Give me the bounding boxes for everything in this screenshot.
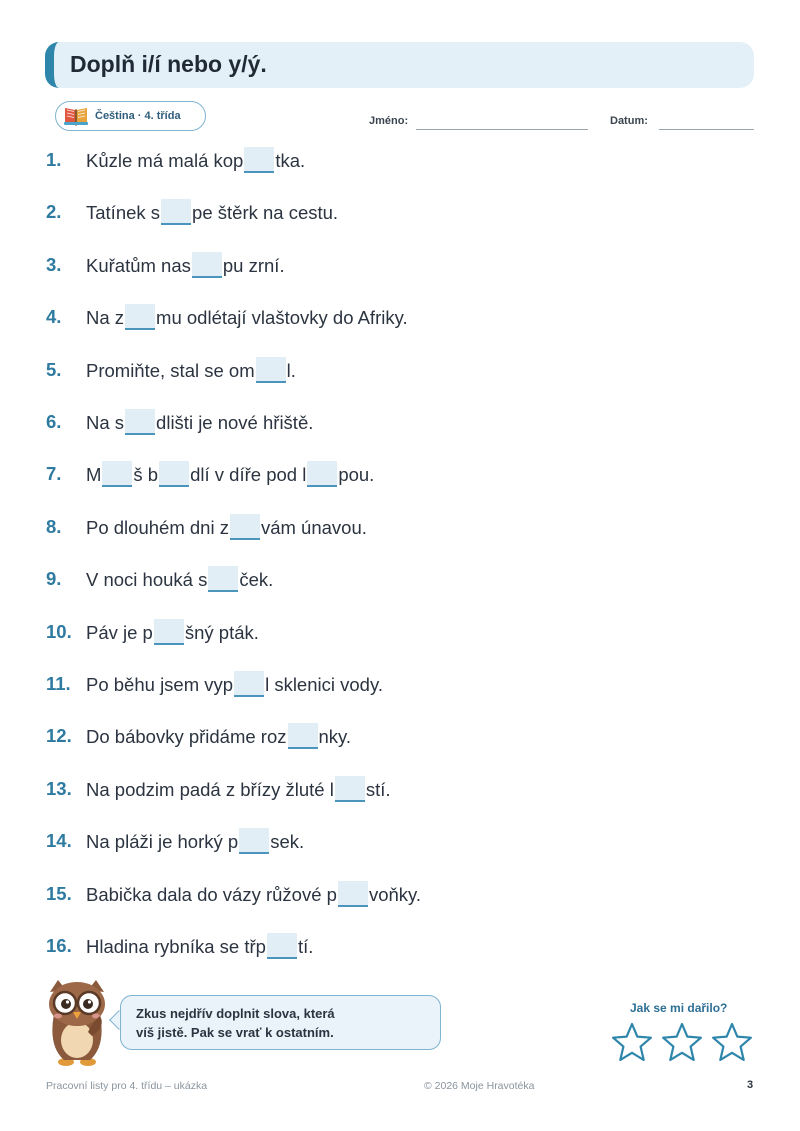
exercise-number: 2. (46, 201, 62, 223)
exercise-item (46, 355, 296, 385)
exercise-sentence (86, 828, 304, 854)
exercise-item (46, 407, 313, 437)
exercise-item (46, 145, 305, 175)
answer-blank[interactable] (307, 461, 337, 487)
exercise-number: 7. (46, 463, 62, 485)
exercise-sentence (86, 933, 313, 959)
sentence-part: Tatínek s (86, 202, 161, 224)
sentence-part: V noci houká s (86, 569, 208, 591)
exercise-number: 3. (46, 253, 62, 275)
exercise-sentence (86, 881, 421, 907)
tip-line-1: Zkus nejdřív doplnit slova, která (136, 1006, 335, 1021)
answer-blank[interactable] (230, 514, 260, 540)
exercise-sentence (86, 409, 313, 435)
sentence-part: vám únavou. (260, 516, 367, 538)
exercise-sentence (86, 619, 259, 645)
sentence-part: Kuřatům nas (86, 254, 191, 276)
exercise-number: 1. (46, 149, 62, 170)
sentence-part: M (86, 464, 102, 486)
sentence-part: mu odlétají vlaštovky do Afriky. (156, 307, 408, 329)
exercise-sentence (86, 566, 273, 592)
sentence-part: nky. (318, 726, 352, 748)
sentence-part: pe štěrk na cestu. (192, 202, 339, 224)
sentence-part: Hladina rybníka se třp (86, 936, 266, 957)
sentence-part: dlí v díře pod l (190, 464, 307, 486)
exercise-number: 4. (46, 306, 62, 328)
sentence-part: pu zrní. (222, 254, 285, 276)
rating-label: Jak se mi dařilo? (630, 1001, 728, 1015)
answer-blank[interactable] (208, 566, 238, 592)
exercise-number: 9. (46, 568, 62, 590)
exercise-number: 10. (46, 620, 72, 642)
subject-badge-label: Čeština · 4. třída (95, 110, 181, 122)
exercise-sentence (86, 514, 367, 540)
sentence-part: l. (286, 359, 296, 381)
sentence-part: pou. (338, 464, 375, 486)
exercise-item (46, 931, 313, 961)
exercise-number: 8. (46, 515, 62, 537)
sentence-part: Na s (86, 412, 125, 433)
answer-blank[interactable] (234, 671, 264, 697)
answer-blank[interactable] (159, 461, 189, 487)
exercise-sentence (86, 199, 338, 225)
answer-blank[interactable] (256, 357, 286, 383)
sentence-part: Babička dala do vázy růžové p (86, 883, 337, 905)
exercise-item (46, 721, 351, 751)
exercise-item (46, 459, 374, 489)
exercise-item (46, 302, 408, 332)
answer-blank[interactable] (338, 881, 368, 907)
star-outline-icon[interactable] (711, 1022, 753, 1062)
star-outline-icon[interactable] (611, 1022, 653, 1062)
sentence-part: Na podzim padá z břízy žluté l (86, 778, 334, 800)
sentence-part: Na pláži je horký p (86, 831, 239, 853)
rating-stars (611, 1022, 753, 1062)
exercise-item (46, 197, 338, 227)
exercise-sentence (86, 252, 285, 278)
sentence-part: Páv je p (86, 621, 153, 643)
answer-blank[interactable] (244, 147, 274, 173)
exercise-sentence (86, 357, 296, 383)
sentence-part: Do bábovky přidáme roz (86, 726, 287, 748)
exercise-number: 14. (46, 830, 72, 852)
exercise-sentence (86, 671, 383, 697)
exercise-item (46, 250, 285, 280)
answer-blank[interactable] (192, 252, 222, 278)
exercise-number: 15. (46, 882, 72, 904)
answer-blank[interactable] (239, 828, 269, 854)
sentence-part: Po běhu jsem vyp (86, 674, 234, 695)
exercise-item (46, 669, 383, 699)
page-title: Doplň i/í nebo y/ý. (70, 51, 267, 77)
sentence-part: Promiňte, stal se om (86, 359, 255, 381)
answer-blank[interactable] (288, 723, 318, 749)
title-bar (45, 42, 754, 88)
date-field[interactable] (659, 129, 754, 130)
exercise-item (46, 879, 421, 909)
sentence-part: l sklenici vody. (265, 674, 383, 695)
sentence-part: sek. (270, 831, 305, 853)
sentence-part: tí. (297, 936, 314, 957)
exercise-number: 6. (46, 411, 62, 432)
page-number: 3 (747, 1079, 754, 1091)
subject-badge (55, 101, 206, 131)
exercise-item (46, 826, 304, 856)
answer-blank[interactable] (161, 199, 191, 225)
exercise-sentence (86, 147, 305, 173)
exercise-item (46, 512, 367, 542)
exercise-number: 12. (46, 725, 72, 747)
answer-blank[interactable] (125, 409, 155, 435)
exercise-sentence (86, 304, 408, 330)
name-field[interactable] (416, 129, 588, 130)
name-label: Jméno: (369, 115, 409, 127)
sentence-part: Po dlouhém dni z (86, 516, 229, 538)
exercise-sentence (86, 723, 351, 749)
footer-center: © 2026 Moje Hravotéka (424, 1080, 535, 1092)
date-label: Datum: (610, 115, 648, 127)
answer-blank[interactable] (335, 776, 365, 802)
exercise-sentence (86, 461, 374, 487)
exercise-item (46, 617, 259, 647)
tip-bubble (120, 995, 441, 1050)
exercise-item (46, 774, 390, 804)
exercise-number: 11. (46, 673, 71, 694)
exercise-number: 5. (46, 358, 62, 380)
book-icon (63, 105, 89, 127)
owl-icon (44, 976, 112, 1068)
sentence-part: Kůzle má malá kop (86, 150, 244, 171)
exercise-item (46, 564, 273, 594)
sentence-part: dlišti je nové hřiště. (156, 412, 314, 433)
sentence-part: voňky. (368, 883, 422, 905)
answer-blank[interactable] (125, 304, 155, 330)
sentence-part: stí. (365, 778, 391, 800)
sentence-part: tka. (275, 150, 306, 171)
sentence-part: š b (133, 464, 159, 486)
star-outline-icon[interactable] (661, 1022, 703, 1062)
sentence-part: šný pták. (184, 621, 259, 643)
exercise-number: 16. (46, 935, 72, 956)
answer-blank[interactable] (102, 461, 132, 487)
answer-blank[interactable] (267, 933, 297, 959)
footer-left: Pracovní listy pro 4. třídu – ukázka (46, 1080, 208, 1092)
sentence-part: Na z (86, 307, 125, 329)
sentence-part: ček. (239, 569, 274, 591)
tip-line-2: víš jistě. Pak se vrať k ostatním. (136, 1025, 334, 1040)
exercise-number: 13. (46, 777, 72, 799)
answer-blank[interactable] (154, 619, 184, 645)
exercise-sentence (86, 776, 390, 802)
